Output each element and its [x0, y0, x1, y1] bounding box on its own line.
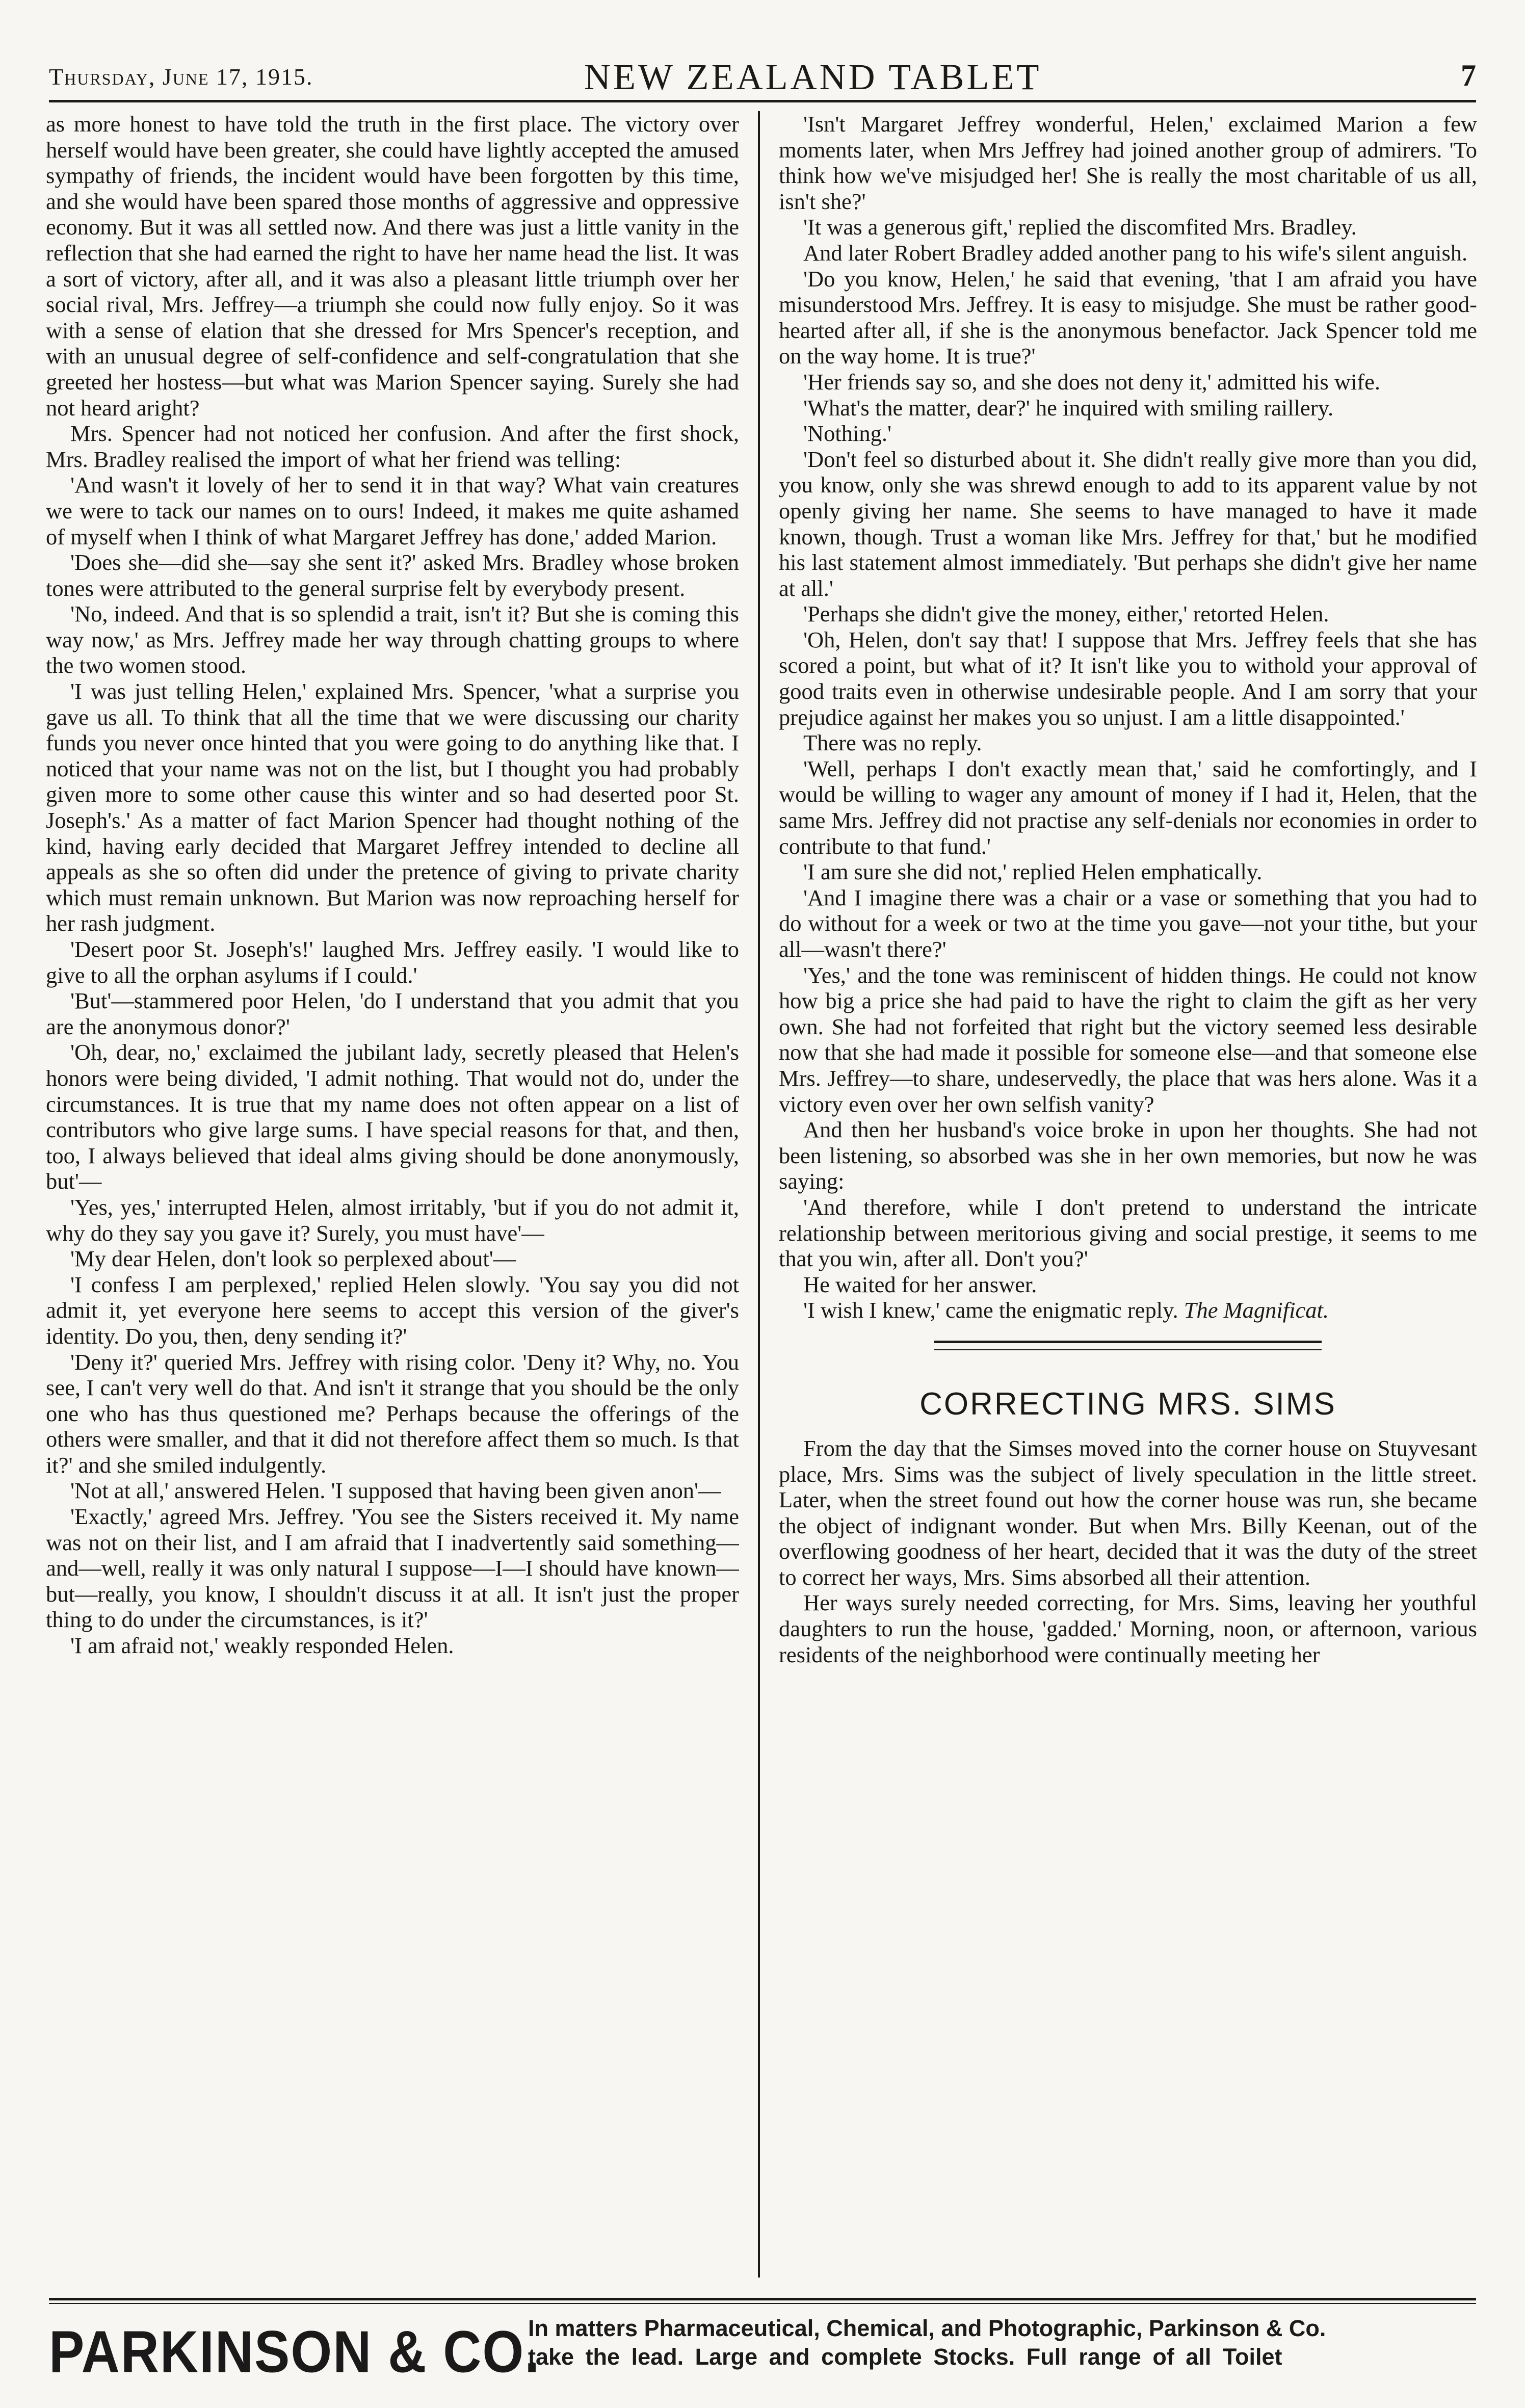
right-column [779, 111, 1477, 2288]
paragraph: 'I am afraid not,' weakly responded Helen. [70, 1633, 454, 1659]
paragraph: There was no reply. [803, 730, 982, 756]
paragraph: 'Oh, Helen, don't say that! I suppose that Mrs. Jeffrey feels that she has scored a point, but what of it? It isn't like you to withold your approval of good traits even in otherwise undesirable people. And I am sorry that your prejudice against her makes you so unjust. I am a little disappointed.' [779, 626, 1477, 730]
ad-line-1: In matters Pharmaceutical, Chemical, and Photographic, Parkinson & Co. [528, 2315, 1326, 2341]
story-continuation [779, 111, 1477, 1297]
masthead-rule [49, 100, 1476, 102]
paragraph: as more honest to have told the truth in the first place. The victory over herself would have been greater, she could have lightly accepted the amused sympathy of friends, the incident would have been forgotten by this time, and she would have been spared those months of aggressive and oppressive economy. But it was all settled now. And there was just a little vanity in the reflection that she had earned the right to have her name head the list. It was a sort of victory, after all, and it was also a pleasant little triumph over her social rival, Mrs. Jeffrey—a triumph she could now fully enjoy. So it was with a sense of elation that she dressed for Mrs Spencer's reception, and with an unusual degree of self-confidence and self-congratulation that she greeted her hostess—but what was Marion Spencer saying. Surely she had not heard aright? [46, 111, 739, 421]
paragraph: 'I was just telling Helen,' explained Mrs. Spencer, 'what a surprise you gave us all. To think that all the time that we were discussing our charity funds you never once hinted that you were going to do anything like that. I noticed that your name was not on the list, but I thought you had probably given more to some other cause this winter and so had deserted poor St. Joseph's.' As a matter of fact Marion Spencer had thought nothing of the kind, having early decided that Margaret Jeffrey intended to decline all appeals as she so often did under the pretence of giving to private charity which must remain unknown. But Marion was now reproaching herself for her rash judgment. [46, 678, 739, 936]
column-divider [758, 111, 760, 2278]
paragraph: Her ways surely needed correcting, for Mrs. Sims, leaving her youthful daughters to run the house, 'gadded.' Morning, noon, or afternoon, various residents of the neighborhood were continually meeting her [779, 1590, 1477, 1667]
paragraph: 'And I imagine there was a chair or a vase or something that you had to do without for a week or two at the time you gave—not your tithe, but your all—wasn't there?' [779, 884, 1477, 962]
paragraph: 'I confess I am perplexed,' replied Helen slowly. 'You say you did not admit it, yet everyone here seems to accept this version of the giver's identity. Do you, then, deny sending it?' [46, 1271, 739, 1349]
advertisement [49, 2309, 1476, 2386]
paragraph: 'Desert poor St. Joseph's!' laughed Mrs. Jeffrey easily. 'I would like to give to all the orphan asylums if I could.' [46, 936, 739, 988]
paragraph: 'Deny it?' queried Mrs. Jeffrey with rising color. 'Deny it? Why, no. You see, I can't very well do that. And isn't it strange that you should be the only one who has thus questioned me? Perhaps because the offerings of the others were smaller, and that it did not therefore affect them so much. Is that it?' and she smiled indulgently. [46, 1349, 739, 1478]
paragraph: 'Nothing.' [803, 421, 892, 447]
paragraph: 'Her friends say so, and she does not deny it,' admitted his wife. [803, 369, 1381, 395]
left-column [46, 111, 739, 2288]
issue-date: Thursday, June 17, 1915. [49, 64, 313, 90]
source-attribution: The Magnificat. [1184, 1297, 1329, 1323]
paragraph: 'Yes,' and the tone was reminiscent of hidden things. He could not know how big a price she had paid to have the right to claim the gift as her very own. She had not forfeited that right but the victory seemed less desirable now that she had made it possible for someone else—and that someone else Mrs. Jeffrey—to share, undeservedly, the place that was hers alone. Was it a victory even over her own selfish vanity? [779, 962, 1477, 1117]
paragraph: 'Do you know, Helen,' he said that evening, 'that I am afraid you have misunderstood Mrs. Jeffrey. It is easy to misjudge. She must be rather good-hearted after all, if she is the anonymous benefactor. Jack Spencer told me on the way home. It is true?' [779, 266, 1477, 369]
paragraph: 'No, indeed. And that is so splendid a trait, isn't it? But she is coming this way now,' as Mrs. Jeffrey made her way through chatting groups to where the two women stood. [46, 601, 739, 678]
paragraph: 'But'—stammered poor Helen, 'do I understand that you admit that you are the anonymous donor?' [46, 988, 739, 1039]
newspaper-title: NEW ZEALAND TABLET [584, 57, 1042, 97]
paragraph: 'Does she—did she—say she sent it?' asked Mrs. Bradley whose broken tones were attributed to the general surprise felt by everybody present. [46, 549, 739, 601]
footer-rule [49, 2298, 1476, 2300]
paragraph: 'Well, perhaps I don't exactly mean that,' said he comfortingly, and I would be willing to wager any amount of money if I had it, Helen, that the same Mrs. Jeffrey did not practise any self-denials nor economies in order to contribute to that fund.' [779, 755, 1477, 859]
footer-rule-thin [49, 2303, 1476, 2304]
paragraph: 'It was a generous gift,' replied the discomfited Mrs. Bradley. [803, 214, 1357, 240]
article-separator [934, 1341, 1322, 1350]
closing-line [779, 1297, 1477, 1323]
paragraph: 'Don't feel so disturbed about it. She didn't really give more than you did, you know, only she was shrewd enough to add to its apparent value by not openly giving her name. She seems to have managed to have it made known, though. Trust a woman like Mrs. Jeffrey for that,' but he modified his last statement almost immediately. 'But perhaps she didn't give her name at all.' [779, 446, 1477, 601]
paragraph: 'I am sure she did not,' replied Helen emphatically. [803, 859, 1263, 885]
paragraph: Mrs. Spencer had not noticed her confusion. And after the first shock, Mrs. Bradley realised the import of what her friend was telling: [46, 421, 739, 472]
paragraph: 'Not at all,' answered Helen. 'I supposed that having been given anon'— [70, 1478, 721, 1504]
ad-copy [528, 2314, 1476, 2371]
page-number: 7 [1461, 59, 1476, 92]
paragraph: 'And therefore, while I don't pretend to understand the intricate relationship between meritorious giving and social prestige, it seems to me that you win, after all. Don't you?' [779, 1194, 1477, 1272]
ad-line-2: take the lead. Large and complete Stocks. Full range of all Toilet [528, 2344, 1282, 2370]
article-body [779, 1435, 1477, 1667]
paragraph: 'Isn't Margaret Jeffrey wonderful, Helen,' exclaimed Marion a few moments later, when Mrs Jeffrey had joined another group of admirers. 'To think how we've misjudged her! She is really the most charitable of us all, isn't she?' [779, 111, 1477, 214]
paragraph: 'My dear Helen, don't look so perplexed about'— [70, 1246, 516, 1272]
paragraph: 'What's the matter, dear?' he inquired with smiling raillery. [803, 395, 1334, 421]
closing-quote: 'I wish I knew,' came the enigmatic reply. [803, 1297, 1178, 1323]
article-title: CORRECTING MRS. SIMS [919, 1386, 1336, 1422]
paragraph: 'Perhaps she didn't give the money, either,' retorted Helen. [803, 601, 1329, 627]
paragraph: 'Yes, yes,' interrupted Helen, almost irritably, 'but if you do not admit it, why do they say you gave it? Surely, you must have'— [46, 1194, 739, 1246]
ad-brand: PARKINSON & CO. [49, 2319, 541, 2386]
paragraph: And later Robert Bradley added another pang to his wife's silent anguish. [803, 240, 1468, 266]
paragraph: From the day that the Simses moved into the corner house on Stuyvesant place, Mrs. Sims was the subject of lively speculation in the little street. Later, when the street found out how the corner house was run, she became the object of indignant wonder. But when Mrs. Billy Keenan, out of the overflowing goodness of her heart, decided that it was the duty of the street to correct her ways, Mrs. Sims absorbed all their attention. [779, 1435, 1477, 1590]
paragraph: 'Exactly,' agreed Mrs. Jeffrey. 'You see the Sisters received it. My name was not on their list, and I am afraid that I inadvertently said something—and—well, really it was only natural I suppose—I—I should have known—but—really, you know, I shouldn't discuss it at all. It isn't just the proper thing to do under the circumstances, is it?' [46, 1504, 739, 1633]
masthead [49, 56, 1476, 97]
paragraph: And then her husband's voice broke in upon her thoughts. She had not been listening, so absorbed was she in her own memories, but now he was saying: [779, 1117, 1477, 1194]
paragraph: 'And wasn't it lovely of her to send it in that way? What vain creatures we were to tack our names on to ours! Indeed, it makes me quite ashamed of myself when I think of what Margaret Jeffrey has done,' added Marion. [46, 472, 739, 549]
paragraph: He waited for her answer. [803, 1271, 1037, 1297]
paragraph: 'Oh, dear, no,' exclaimed the jubilant lady, secretly pleased that Helen's honors were being divided, 'I admit nothing. That would not do, under the circumstances. It is true that my name does not often appear on a list of contributors who give large sums. I have special reasons for that, and then, too, I always believed that ideal alms giving should be done anonymously, but'— [46, 1039, 739, 1194]
